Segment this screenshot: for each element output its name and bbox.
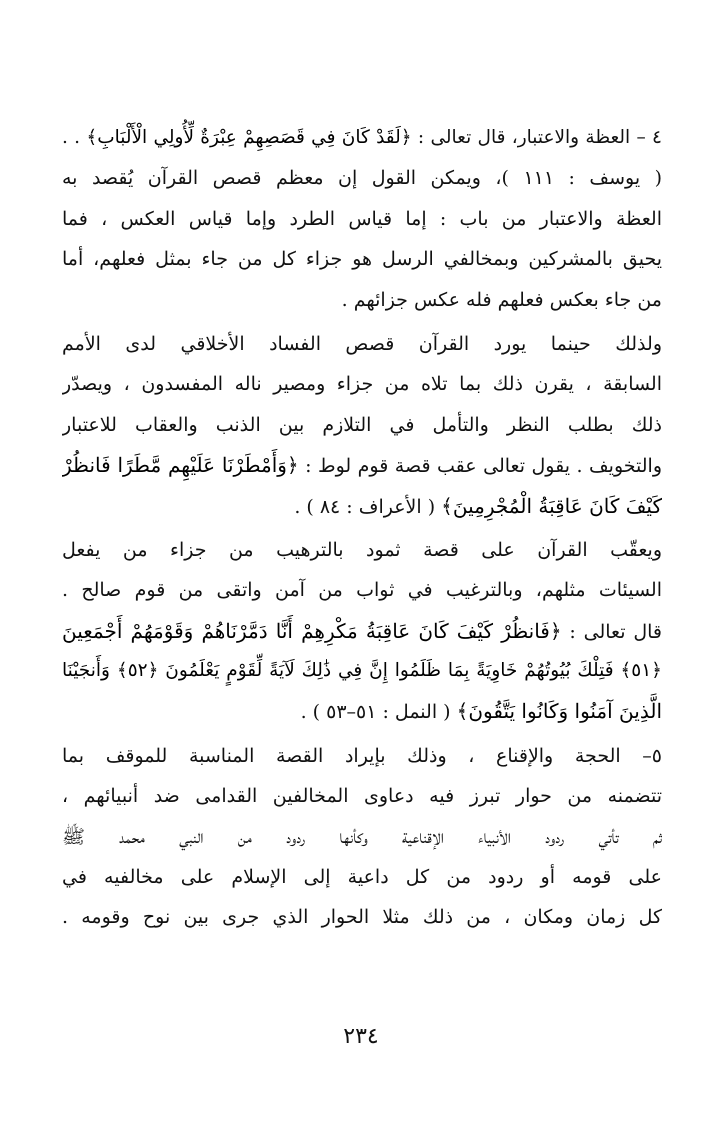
text-segment: على قومه أو ردود من كل داعية إلى الإسلام على مخالفيه في <box>62 866 662 889</box>
page-number: ٢٣٤ <box>343 1024 379 1049</box>
text-line <box>62 239 662 279</box>
quran-verse: ﴿وَأَمْطَرْنَا عَلَيْهِم مَّطَرًا فَانظُرْ <box>62 453 299 478</box>
text-segment: . . <box>62 127 87 148</box>
text-line <box>62 611 662 651</box>
text-segment: ٥– الحجة والإقناع ، وذلك بإيراد القصة المناسبة للموقف بما <box>62 744 662 767</box>
text-line <box>62 324 662 364</box>
text-line <box>62 570 662 610</box>
text-line <box>62 691 662 731</box>
quran-verse: ﴿لَقَدْ كَانَ فِي قَصَصِهِمْ عِبْرَةٌ لِّأُولِي الْأَلْبَابِ﴾ <box>86 127 412 148</box>
text-segment: ثم تأتي ردود الأنبياء الإقناعية وكأنها ردود من النبي محمد ﷺ <box>62 825 662 848</box>
text-segment: ( يوسف : ١١١ )، ويمكن القول إن معظم قصص القرآن يُقصد به <box>62 167 662 190</box>
text-line <box>62 118 662 158</box>
quran-verse: ﴿٥١﴾ فَتِلْكَ بُيُوتُهُمْ خَاوِيَةً بِمَا ظَلَمُوا إِنَّ فِي ذَٰلِكَ لَآيَةً لِّقَوْمٍ يَعْلَمُونَ ﴿٥٢﴾ وَأَنجَيْنَا <box>62 660 662 682</box>
text-line <box>62 199 662 239</box>
text-line <box>62 651 662 691</box>
text-line <box>62 405 662 445</box>
text-line <box>62 776 662 816</box>
text-segment: ولذلك حينما يورد القرآن قصص الفساد الأخلاقي لدى الأمم <box>62 332 662 355</box>
text-segment: ويعقّب القرآن على قصة ثمود بالترهيب من جزاء من يفعل <box>62 538 662 561</box>
text-segment: تتضمنه من حوار تبرز فيه دعاوى المخالفين القدامى ضد أنبيائهم ، <box>62 785 662 808</box>
quran-verse: ﴿فَانظُرْ كَيْفَ كَانَ عَاقِبَةُ مَكْرِهِمْ أَنَّا دَمَّرْنَاهُمْ وَقَوْمَهُمْ أَجْمَعِينَ <box>62 618 562 643</box>
text-line <box>62 364 662 404</box>
text-segment: ٤ – العظة والاعتبار، قال تعالى : <box>411 127 662 148</box>
text-segment: ( النمل : ٥١–٥٣ ) . <box>300 701 457 724</box>
quran-verse: كَيْفَ كَانَ عَاقِبَةُ الْمُجْرِمِينَ﴾ <box>441 493 662 518</box>
text-line <box>62 486 662 526</box>
text-segment: ذلك بطلب النظر والتأمل في التلازم بين الذنب والعقاب للاعتبار <box>62 413 662 436</box>
text-segment: كل زمان ومكان ، من ذلك مثلا الحوار الذي جرى بين نوح وقومه . <box>62 906 662 929</box>
text-line <box>62 530 662 570</box>
text-segment: يحيق بالمشركين وبمخالفي الرسل هو جزاء كل من جاء بمثل فعلهم، أما <box>62 248 662 271</box>
text-segment: من جاء بعكس فعلهم فله عكس جزائهم . <box>341 288 662 311</box>
text-line <box>62 736 662 776</box>
text-segment: السابقة ، يقرن ذلك بما تلاه من جزاء ومصير ناله المفسدون ، ويصدّر <box>62 373 662 396</box>
text-segment: ( الأعراف : ٨٤ ) . <box>294 495 442 518</box>
body-text <box>62 118 662 938</box>
text-segment: السيئات مثلهم، وبالترغيب في ثواب من آمن واتقى من قوم صالح . <box>62 579 662 602</box>
text-line <box>62 158 662 198</box>
text-segment: والتخويف . يقول تعالى عقب قصة قوم لوط : <box>298 455 662 478</box>
text-line <box>62 445 662 485</box>
text-line <box>62 817 662 857</box>
text-segment: قال تعالى : <box>561 620 662 643</box>
text-segment: العظة والاعتبار من باب : إما قياس الطرد وإما قياس العكس ، فما <box>62 207 662 230</box>
text-line <box>62 897 662 937</box>
text-line <box>62 857 662 897</box>
text-line <box>62 280 662 320</box>
quran-verse: الَّذِينَ آمَنُوا وَكَانُوا يَتَّقُونَ﴾ <box>456 699 662 724</box>
